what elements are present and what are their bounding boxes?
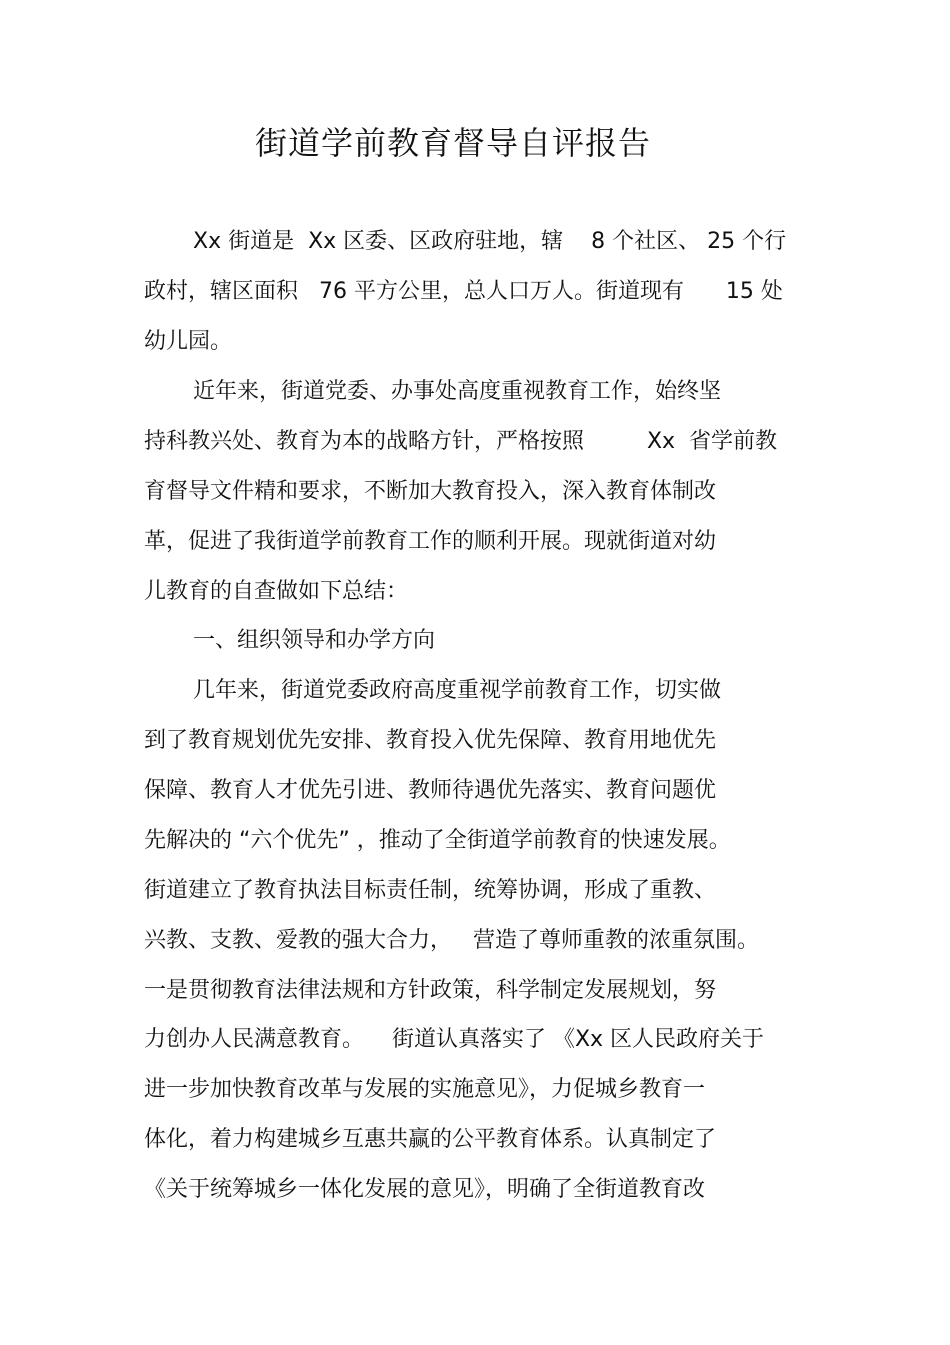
paragraph-line: 育督导文件精和要求，不断加大教育投入，深入教育体制改 [144, 479, 717, 504]
paragraph-line: 政村，辖区面积 76 平方公里，总人口万人。街道现有 15 处 [144, 279, 783, 304]
paragraph-line: 先解决的 “六个优先” ，推动了全街道学前教育的快速发展。 [144, 828, 731, 853]
paragraph-line: 一是贯彻教育法律法规和方针政策，科学制定发展规划，努 [144, 978, 717, 1003]
paragraph-line: 兴教、支教、爱教的强大合力， 营造了尊师重教的浓重氛围。 [144, 928, 759, 953]
document-title: 街道学前教育督导自评报告 [254, 124, 651, 162]
paragraph-line: 幼儿园。 [144, 329, 233, 354]
paragraph-line: 革，促进了我街道学前教育工作的顺利开展。现就街道对幼 [144, 529, 717, 554]
paragraph-line: 进一步加快教育改革与发展的实施意见》，力促城乡教育一 [144, 1077, 706, 1102]
paragraph-line: 持科教兴处、教育为本的战略方针，严格按照 Xx 省学前教 [144, 429, 778, 454]
paragraph-line: 几年来，街道党委政府高度重视学前教育工作，切实做 [193, 678, 722, 703]
paragraph-line: Xx 街道是 Xx 区委、区政府驻地，辖 8 个社区、 25 个行 [193, 229, 787, 254]
paragraph-line: 近年来，街道党委、办事处高度重视教育工作，始终坚 [193, 379, 722, 404]
paragraph-line: 街道建立了教育执法目标责任制，统筹协调，形成了重教、 [144, 878, 717, 903]
paragraph-line: 体化，着力构建城乡互惠共赢的公平教育体系。认真制定了 [144, 1127, 717, 1152]
section-heading: 一、组织领导和办学方向 [193, 628, 436, 653]
paragraph-line: 力创办人民满意教育。 街道认真落实了 《Xx 区人民政府关于 [144, 1027, 765, 1052]
paragraph-line: 《关于统筹城乡一体化发展的意见》，明确了全街道教育改 [144, 1177, 706, 1202]
paragraph-line: 儿教育的自查做如下总结： [144, 579, 409, 604]
paragraph-line: 保障、教育人才优先引进、教师待遇优先落实、教育问题优 [144, 778, 717, 803]
paragraph-line: 到了教育规划优先安排、教育投入优先保障、教育用地优先 [144, 728, 717, 753]
